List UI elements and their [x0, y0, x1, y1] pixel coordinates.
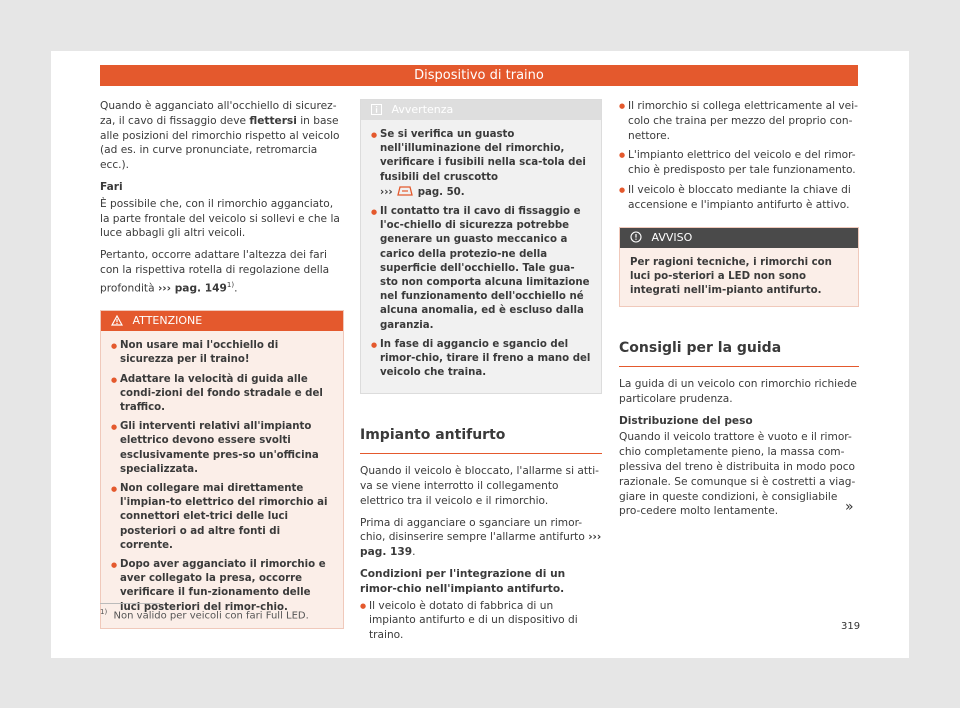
- column-middle: [360, 99, 602, 648]
- subheading-fari: Fari: [100, 180, 123, 193]
- note-item: ● Il contatto tra il cavo di fissaggio e l'oc-chiello di sicurezza potrebbe generare un guasto meccanico a carico della protezio-ne della superficie dell'occhiello. Tale gua-sto non comporta alcuna limitazione nel funzionamento dell'occhiello né alcuna anomalia, ed è escluso dalla garanzia.: [371, 205, 591, 333]
- intro-paragraph: Quando è agganciato all'occhiello di sicurez-za, il cavo di fissaggio deve flettersi in base alle posizioni del rimorchio rispetto al veicolo (ad es. in curve pronunciate, retromarcia ecc.).: [100, 100, 340, 172]
- footnote-divider: [100, 603, 160, 604]
- note-item: ● Se si verifica un guasto nell'illuminazione del rimorchio, verificare i fusibili nella sca-tola dei fusibili del cruscotto ››› pag. 50.: [371, 128, 591, 200]
- warning-item: ● Adattare la velocità di guida alle condi-zioni del fondo stradale e del traffico.: [111, 373, 333, 416]
- continue-mark: »: [845, 499, 854, 515]
- antifurto-paragraph-2: Prima di agganciare o sganciare un rimor-chio, disinserire sempre l'allarme antifurto ››› pag. 139.: [360, 516, 602, 559]
- warning-item: ● Non usare mai l'occhiello di sicurezza per il traino!: [111, 339, 333, 367]
- page-header: Dispositivo di traino: [100, 65, 858, 86]
- notice-body: Per ragioni tecniche, i rimorchi con luci po-steriori a LED non sono integrati nell'im-pianto antifurto.: [630, 256, 832, 296]
- subheading-condizioni: Condizioni per l'integrazione di un rimor-chio nell'impianto antifurto.: [360, 568, 566, 595]
- note-body: [361, 120, 601, 393]
- subheading-distribuzione: Distribuzione del peso: [619, 414, 753, 427]
- column-right: [619, 99, 859, 526]
- warning-item: ● Dopo aver agganciato il rimorchio e aver collegato la presa, occorre verificare il fun-zionamento delle luci posteriori del rimor-chio.: [111, 558, 333, 615]
- page-number: 319: [841, 621, 861, 632]
- info-icon: [371, 104, 382, 115]
- footnote: $^{1)}$ Non valido per veicoli con fari Full LED.: [100, 608, 309, 622]
- warning-item: ● Non collegare mai direttamente l'impian-to elettrico del rimorchio ai connettori elet-trici delle luci posteriori o ad altre fonti di corrente.: [111, 482, 333, 553]
- guida-paragraph-1: La guida di un veicolo con rimorchio richiede particolare prudenza.: [619, 377, 857, 405]
- alert-circle-icon: [630, 231, 642, 243]
- condition-item: ● Il veicolo è bloccato mediante la chiave di accensione e l'impianto antifurto è attivo.: [619, 183, 859, 213]
- condition-item: ● Il veicolo è dotato di fabbrica di un impianto antifurto e di un dispositivo di traino.: [360, 599, 602, 643]
- section-title-guida: Consigli per la guida: [619, 333, 859, 367]
- fari-paragraph-1: È possibile che, con il rimorchio agganciato, la parte frontale del veicolo si sollevi e che la luce abbagli gli altri veicoli.: [100, 197, 340, 240]
- page-reference-link[interactable]: pag. 50.: [417, 186, 465, 198]
- note-box: [360, 99, 602, 394]
- warning-box: [100, 310, 344, 629]
- manual-page: [51, 51, 909, 658]
- warning-header: ATTENZIONE: [101, 311, 343, 331]
- footnote-ref: 1): [226, 280, 235, 289]
- page-reference-link[interactable]: ››› pag. 149: [157, 282, 227, 295]
- warning-item: ● Gli interventi relativi all'impianto elettrico devono essere svolti esclusivamente pres-so un'officina specializzata.: [111, 420, 333, 477]
- condition-item: ● L'impianto elettrico del veicolo e del rimor-chio è predisposto per tale funzionamento.: [619, 148, 859, 178]
- section-title-antifurto: Impianto antifurto: [360, 420, 602, 454]
- note-header: Avvertenza: [361, 100, 601, 120]
- antifurto-paragraph-1: Quando il veicolo è bloccato, l'allarme si atti-va se viene interrotto il collegamento elettrico tra il veicolo e il rimorchio.: [360, 465, 599, 507]
- fari-paragraph-2: Pertanto, occorre adattare l'altezza dei fari con la rispettiva rotella di regolazione della profondità ››› pag. 149$^{1)}$.: [100, 249, 330, 295]
- notice-box: [619, 227, 859, 308]
- note-item: ● In fase di aggancio e sgancio del rimor-chio, tirare il freno a mano del veicolo che traina.: [371, 338, 591, 381]
- warning-body: [101, 331, 343, 628]
- guida-paragraph-2: Quando il veicolo trattore è vuoto e il rimor-chio completamente pieno, la massa com-plessiva del treno è distribuita in modo poco razionale. Se comunque si è costretti a viag-giare in queste condizioni, è consigliabile pro-cedere molto lentamente.: [619, 431, 856, 518]
- column-left: [100, 99, 344, 629]
- condition-item: ● Il rimorchio si collega elettricamente al vei-colo che traina per mezzo del proprio con-nettore.: [619, 99, 859, 143]
- notice-header: AVVISO: [620, 228, 858, 248]
- page-reference-link[interactable]: ››› pag. 139: [360, 531, 602, 559]
- warning-triangle-icon: [111, 315, 123, 326]
- fuse-box-icon: [396, 185, 414, 197]
